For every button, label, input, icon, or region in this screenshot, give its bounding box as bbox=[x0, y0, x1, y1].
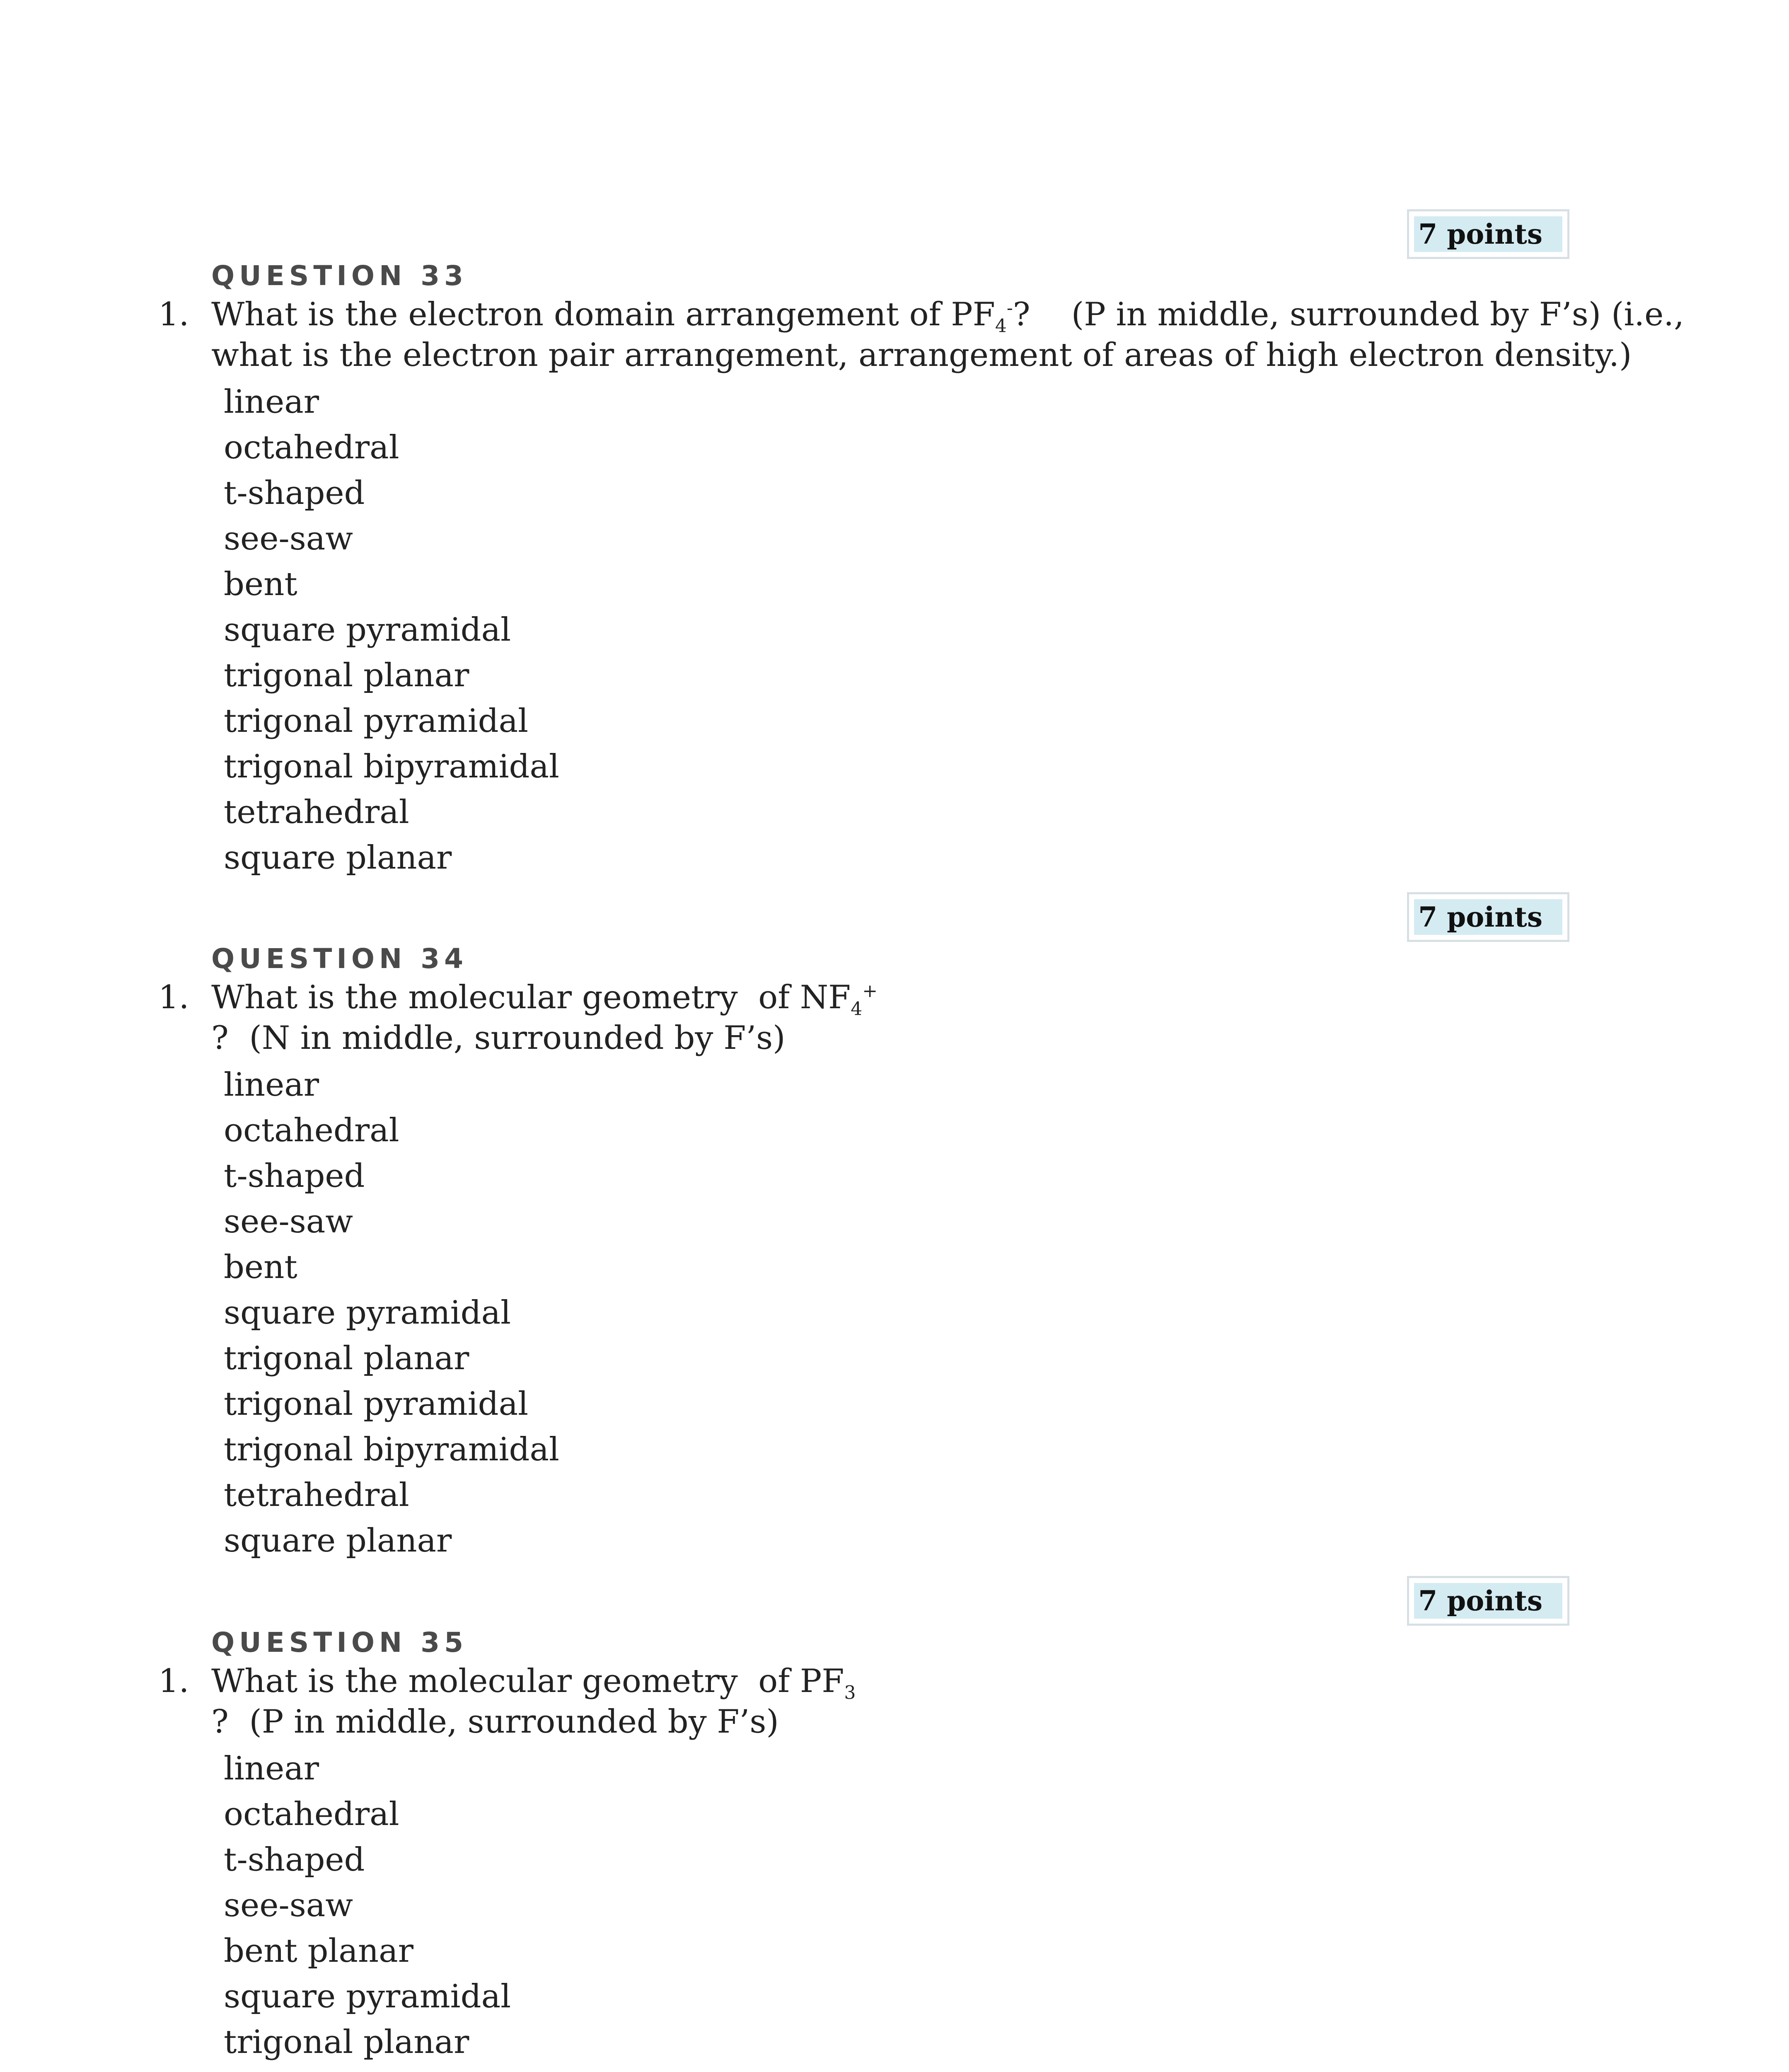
question-heading: QUESTION 33 bbox=[211, 260, 468, 292]
answer-option[interactable]: t-shaped bbox=[224, 1157, 365, 1195]
answer-option[interactable]: square pyramidal bbox=[224, 611, 511, 649]
points-label: 7 points bbox=[1414, 216, 1562, 252]
answer-option[interactable]: tetrahedral bbox=[224, 794, 409, 831]
answer-option[interactable]: octahedral bbox=[224, 429, 399, 466]
points-label: 7 points bbox=[1414, 899, 1562, 935]
answer-option[interactable]: trigonal bipyramidal bbox=[224, 748, 559, 785]
answer-option[interactable]: trigonal bipyramidal bbox=[224, 1431, 559, 1468]
answer-option[interactable]: octahedral bbox=[224, 1112, 399, 1149]
question-text-line-1: What is the molecular geometry of $PF_3$ bbox=[211, 1663, 856, 1704]
question-heading: QUESTION 34 bbox=[211, 943, 468, 975]
question-text-line-2: what is the electron pair arrangement, arrangement of areas of high electron density.) bbox=[211, 336, 1632, 374]
question-heading: QUESTION 35 bbox=[211, 1627, 468, 1658]
answer-options bbox=[224, 379, 559, 881]
subscript: 3 bbox=[844, 1682, 856, 1704]
answer-option[interactable]: t-shaped bbox=[224, 474, 365, 512]
answer-option[interactable]: linear bbox=[224, 1066, 319, 1104]
superscript: - bbox=[1006, 298, 1013, 319]
answer-option[interactable]: octahedral bbox=[224, 1796, 399, 1833]
answer-option[interactable]: bent bbox=[224, 566, 297, 603]
answer-option[interactable]: square planar bbox=[224, 839, 452, 876]
question-number: 1. bbox=[158, 296, 189, 333]
answer-option[interactable]: bent bbox=[224, 1249, 297, 1286]
question-text-line-1: What is the electron domain arrangement of $PF_4^-$? (P in middle, surrounded by F’s) (i.e., bbox=[211, 296, 1684, 337]
answer-option[interactable]: trigonal pyramidal bbox=[224, 1385, 529, 1423]
points-badge bbox=[1407, 209, 1569, 259]
subscript: 4 bbox=[995, 315, 1007, 337]
answer-option[interactable]: see-saw bbox=[224, 1887, 353, 1924]
superscript: + bbox=[862, 980, 878, 1002]
answer-option[interactable]: linear bbox=[224, 383, 319, 421]
question-text-line-1: What is the molecular geometry of $NF_4^+$ bbox=[211, 979, 878, 1020]
answer-options bbox=[224, 1062, 559, 1564]
answer-option[interactable]: tetrahedral bbox=[224, 1477, 409, 1514]
answer-options bbox=[224, 1746, 511, 2065]
answer-option[interactable]: bent planar bbox=[224, 1932, 413, 1970]
answer-option[interactable]: trigonal planar bbox=[224, 2024, 469, 2061]
question-text-line-2: ? (N in middle, surrounded by F’s) bbox=[211, 1019, 786, 1057]
answer-option[interactable]: t-shaped bbox=[224, 1841, 365, 1878]
answer-option[interactable]: see-saw bbox=[224, 520, 353, 557]
answer-option[interactable]: square planar bbox=[224, 1522, 452, 1559]
answer-option[interactable]: trigonal planar bbox=[224, 1340, 469, 1377]
points-badge bbox=[1407, 1576, 1569, 1626]
answer-option[interactable]: square pyramidal bbox=[224, 1294, 511, 1331]
answer-option[interactable]: see-saw bbox=[224, 1203, 353, 1240]
points-badge bbox=[1407, 892, 1569, 942]
question-number: 1. bbox=[158, 1663, 189, 1700]
subscript: 4 bbox=[851, 998, 863, 1020]
points-label: 7 points bbox=[1414, 1583, 1562, 1619]
question-text-line-2: ? (P in middle, surrounded by F’s) bbox=[211, 1703, 779, 1740]
answer-option[interactable]: trigonal pyramidal bbox=[224, 702, 529, 740]
answer-option[interactable]: linear bbox=[224, 1750, 319, 1787]
answer-option[interactable]: trigonal planar bbox=[224, 657, 469, 694]
question-number: 1. bbox=[158, 979, 189, 1016]
answer-option[interactable]: square pyramidal bbox=[224, 1978, 511, 2015]
